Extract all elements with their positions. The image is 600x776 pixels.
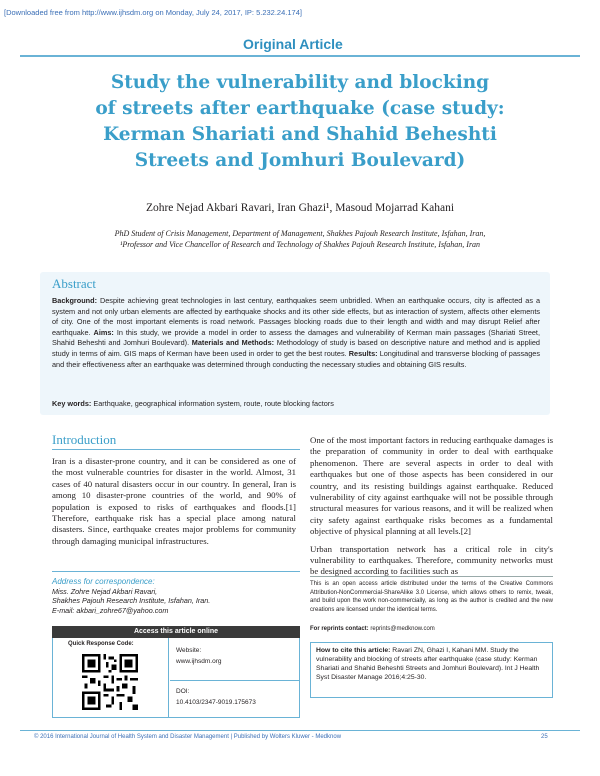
reprints-email[interactable]: reprints@medknow.com — [368, 626, 435, 632]
authors: Zohre Nejad Akbari Ravari, Iran Ghazi¹, Masoud Mojarrad Kahani — [145, 202, 455, 214]
footer-text: © 2016 International Journal of Health System and Disaster Management | Published by Wolters Kluwer - Medknow — [34, 734, 342, 740]
license-text: This is an open access article distributed under the terms of the Creative Commons Attribution-NonCommercial-ShareAlike 3.0 License, which allows others to remix, tweak, and build upon the work non-commercially, as long as the author is credited and the new creations are licensed under the identical terms. — [310, 581, 553, 613]
intro-column-1: Iran is a disaster-prone country, and it can be considered as one of the most vulnerable countries for disaster in the world. Almost, 31 cases of 40 natural disasters occur in our country. In general, Iran is among 10 disaster-prone countries of the world, and 90% of population is exposed to risks of earthquakes and floods.[1] Therefore, earthquake risk has a special place among natural disasters. Since, earthquake creates major problems for community through damaging municipal infrastructures. — [52, 456, 296, 546]
affiliation: PhD Student of Crisis Management, Department of Management, Shakhes Pajouh Research Institute, Isfahan, Iran, — [114, 229, 486, 238]
title-line: Study the vulnerability and blocking — [110, 72, 490, 93]
background-text: Despite achieving great technologies in last century, earthquakes seem unbridled. When an earthquake occurs, city is affected as a system and not only urban elements are affected by earthquake shocks and its other side effects, but as interaction of system, affects other elements of city. One of the most important elements is road network. Passages blocking roads due to their length and width and may disrupt Relief after earthquake. — [52, 296, 540, 337]
correspondence-email: E-mail: akbari_zohre67@yahoo.com — [52, 605, 169, 615]
qr-code-icon[interactable] — [82, 654, 138, 710]
abstract-heading: Abstract — [52, 276, 97, 291]
article-type: Original Article — [243, 36, 343, 52]
intro-column-2 — [310, 435, 553, 578]
title-line: Kerman Shariati and Shahid Beheshti — [103, 124, 497, 145]
cite-text: Ravari ZN, Ghazi I, Kahani MM. Study the vulnerability and blocking of streets after earthquake (case study: Kerman Shariati and Shahid Beheshti Streets and Jomhuri Boulevard). Int J Health Syst Disaster Manage 2016;4:25-30. — [316, 647, 540, 681]
cite-label: How to cite this article: — [316, 647, 391, 654]
keywords — [52, 399, 540, 408]
download-note: [Downloaded free from http://www.ijhsdm.org on Monday, July 24, 2017, IP: 5.232.24.174] — [4, 8, 302, 17]
license-divider — [310, 576, 553, 577]
citation-box — [310, 642, 553, 698]
abstract-text — [52, 296, 540, 370]
access-divider — [170, 680, 300, 681]
correspondence-heading: Address for correspondence: — [52, 577, 155, 586]
aims-text: In this study, we provide a model in order to assess the damages and vulnerability of Kerman main passages (Shariati Street, Shahid Beheshti and Jomhuri Boulevard). — [52, 327, 540, 348]
correspondence-name: Miss. Zohre Nejad Akbari Ravari, — [52, 586, 158, 596]
website-link[interactable]: www.ijhsdm.org — [176, 658, 222, 665]
reprints-label: For reprints contact: — [310, 626, 369, 632]
affiliation: ¹Professor and Vice Chancellor of Research and Technology of Shakhes Pajouh Research Institute, Isfahan, Iran — [119, 239, 481, 249]
results-text: Longitudinal and transverse blocking of passages and their effectiveness after an earthquake was determined through conducting the necessary studies and obtaining GIS results. — [52, 348, 541, 369]
aims-label: Aims: — [93, 327, 114, 337]
doi-label: DOI: — [176, 688, 190, 695]
qr-label: Quick Response Code: — [68, 641, 134, 647]
correspondence-divider — [52, 571, 300, 572]
results-label: Results: — [348, 348, 378, 358]
introduction-heading: Introduction — [52, 432, 117, 447]
correspondence — [52, 577, 296, 615]
header-divider — [20, 55, 580, 57]
affiliations — [20, 229, 580, 250]
page-number: 25 — [541, 734, 548, 740]
doi-link[interactable]: 10.4103/2347-9019.175673 — [176, 699, 256, 706]
keywords-label: Key words: — [52, 399, 92, 408]
keywords-text: Earthquake, geographical information system, route, route blocking factors — [91, 399, 334, 408]
access-heading: Access this article online — [52, 626, 300, 638]
correspondence-institute: Shakhes Pajouh Research Institute, Isfahan, Iran. — [52, 596, 211, 606]
paragraph: Urban transportation network has a critical role in city's vulnerability to earthquakes. Therefore, community networks must be designed according to facilities such as — [310, 543, 553, 577]
title-line: of streets after earthquake (case study: — [95, 98, 505, 119]
footer-divider — [20, 730, 580, 731]
article-title — [55, 70, 545, 174]
methods-label: Materials and Methods: — [191, 338, 275, 348]
website-label: Website: — [176, 647, 202, 654]
background-label: Background: — [52, 296, 97, 305]
paragraph: One of the most important factors in reducing earthquake damages is the preparation of community in order to deal with earthquake phenomenon. There are several aspects in order to deal with earthquakes but one of those aspects has been considered in our country, and its resisting buildings against earthquake. Reduced vulnerability of city against earthquake will not be possible through structural measures for various reasons, and it will be realized when city safety against earthquake risks becomes as a fundamental objective of physical planning at all levels.[2] — [310, 435, 553, 537]
title-line: Streets and Jomhuri Boulevard) — [134, 150, 466, 171]
methods-text: Methodology of study is based on descriptive nature and method and is applied study in terms of aim. GIS maps of Kerman have been used in order to get the best routes. — [52, 338, 540, 358]
introduction-divider — [52, 449, 300, 450]
reprints — [310, 626, 435, 632]
